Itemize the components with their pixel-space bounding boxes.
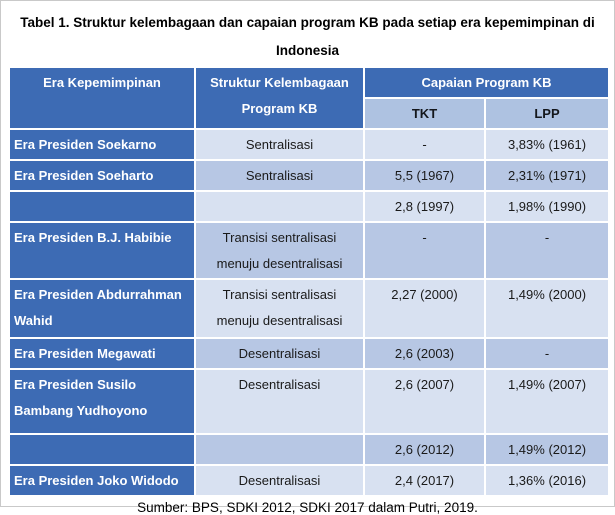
header-row-1	[9, 67, 609, 98]
era-cell: Era Presiden Abdurrahman Wahid	[9, 279, 195, 338]
tkt-cell: 2,4 (2017)	[364, 465, 485, 496]
col-header-lpp: LPP	[485, 98, 609, 129]
tkt-cell: 5,5 (1967)	[364, 160, 485, 191]
table-row	[9, 434, 609, 465]
struktur-cell: Desentralisasi	[195, 465, 364, 496]
col-header-capaian: Capaian Program KB	[364, 67, 609, 98]
table-row	[9, 338, 609, 369]
era-cell: Era Presiden B.J. Habibie	[9, 222, 195, 279]
struktur-cell: Sentralisasi	[195, 129, 364, 160]
era-cell: Era Presiden Megawati	[9, 338, 195, 369]
table-title-line1: Tabel 1. Struktur kelembagaan dan capaian program KB pada setiap era kepemimpinan di	[20, 15, 595, 30]
tkt-cell: 2,6 (2012)	[364, 434, 485, 465]
struktur-cell: Transisi sentralisasi menuju desentralisasi	[195, 279, 364, 338]
struktur-cell: Transisi sentralisasi menuju desentralisasi	[195, 222, 364, 279]
tkt-cell: 2,6 (2007)	[364, 369, 485, 434]
lpp-cell: 1,49% (2012)	[485, 434, 609, 465]
table-row	[9, 279, 609, 338]
lpp-cell: 1,49% (2000)	[485, 279, 609, 338]
lpp-cell: -	[485, 222, 609, 279]
tkt-cell: 2,27 (2000)	[364, 279, 485, 338]
tkt-cell: -	[364, 129, 485, 160]
struktur-cell: Desentralisasi	[195, 369, 364, 434]
table-title	[1, 9, 614, 65]
table-row	[9, 160, 609, 191]
col-header-struktur: Struktur Kelembagaan Program KB	[195, 67, 364, 129]
tkt-cell: 2,6 (2003)	[364, 338, 485, 369]
struktur-cell: Desentralisasi	[195, 338, 364, 369]
table-row	[9, 191, 609, 222]
struktur-cell: Sentralisasi	[195, 160, 364, 191]
struktur-cell	[195, 434, 364, 465]
era-cell: Era Presiden Joko Widodo	[9, 465, 195, 496]
lpp-cell: -	[485, 338, 609, 369]
kb-program-table	[8, 66, 610, 497]
era-cell: Era Presiden Soekarno	[9, 129, 195, 160]
era-cell	[9, 191, 195, 222]
era-cell	[9, 434, 195, 465]
era-cell: Era Presiden Soeharto	[9, 160, 195, 191]
lpp-cell: 1,98% (1990)	[485, 191, 609, 222]
lpp-cell: 1,49% (2007)	[485, 369, 609, 434]
table-row	[9, 222, 609, 279]
col-header-era: Era Kepemimpinan	[9, 67, 195, 129]
tkt-cell: -	[364, 222, 485, 279]
lpp-cell: 2,31% (1971)	[485, 160, 609, 191]
lpp-cell: 1,36% (2016)	[485, 465, 609, 496]
col-header-tkt: TKT	[364, 98, 485, 129]
table-title-line2: Indonesia	[275, 43, 339, 58]
struktur-cell	[195, 191, 364, 222]
table-row	[9, 465, 609, 496]
table-row	[9, 369, 609, 434]
lpp-cell: 3,83% (1961)	[485, 129, 609, 160]
era-cell: Era Presiden Susilo Bambang Yudhoyono	[9, 369, 195, 434]
tkt-cell: 2,8 (1997)	[364, 191, 485, 222]
table-row	[9, 129, 609, 160]
source-note: Sumber: BPS, SDKI 2012, SDKI 2017 dalam Putri, 2019.	[137, 500, 478, 515]
